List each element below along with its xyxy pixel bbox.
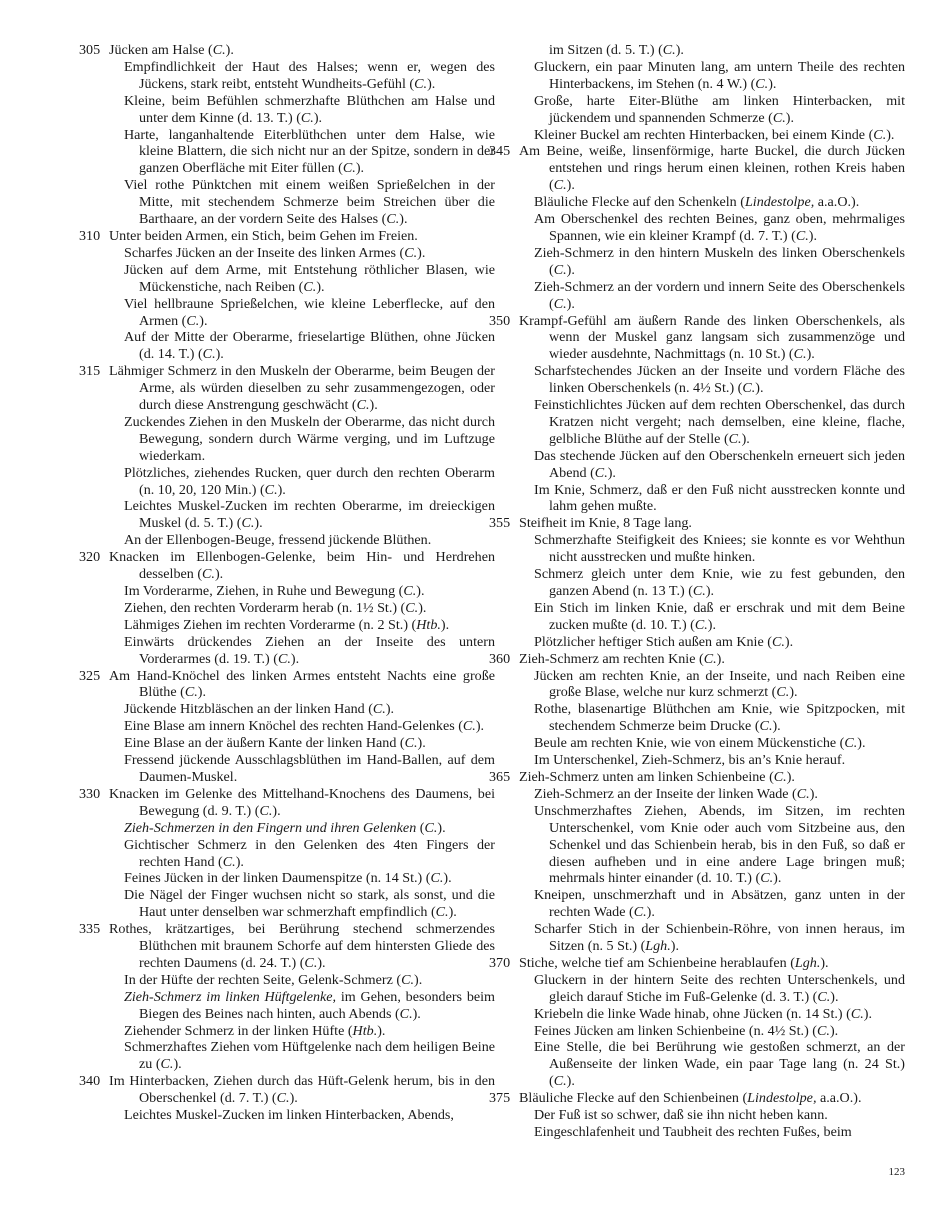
entry-text: C. — [277, 650, 291, 667]
symptom-entry — [109, 735, 495, 752]
entry-text: C. — [795, 227, 809, 244]
symptom-entry — [519, 127, 905, 144]
entry-text: ). — [566, 261, 575, 278]
entry-text: C. — [424, 819, 438, 836]
symptom-entry — [519, 600, 905, 634]
entry-text: Rothe, blasenartige Blüthchen am Knie, wie Spitzpocken, mit stechendem Schmerze beim Drucke ( — [534, 701, 905, 735]
entry-text: ). — [399, 211, 408, 228]
symptom-entry — [109, 296, 495, 330]
entry-text: Ziehen, den rechten Vorderarm herab (n. 1½ St.) ( — [124, 599, 406, 616]
entry-text: Scharfstechendes Jücken an der Inseite und vordern Fläche des linken Oberschenkels (n. 4½ St.) ( — [534, 363, 905, 397]
entry-text: Krampf-Gefühl am äußern Rande des linken Oberschenkels, als wenn der Muskel ganz langsam sich zusammenzöge und wieder ausdehnte, Nachmittags (n. 10 St.) ( — [519, 312, 905, 363]
entry-text: Am Hand-Knöchel des linken Armes entsteht Nachts eine große Blüthe ( — [109, 667, 495, 701]
entry-text: Bläuliche Flecke auf den Schienbeinen ( — [519, 1090, 748, 1107]
symptom-entry — [519, 752, 905, 769]
entry-text: Steifheit im Knie, 8 Tage lang. — [519, 515, 692, 532]
entry-text: ). — [768, 75, 777, 92]
symptom-entry — [109, 870, 495, 887]
symptom-entry: 350Krampf-Gefühl am äußern Rande des linken Oberschenkels, als wenn der Muskel ganz langsam sich zusammenzöge und wieder ausdehnte, Nachmittags (n. 10 St.) (C.). — [489, 312, 905, 363]
symptom-entry — [519, 59, 905, 93]
entry-text: C. — [760, 870, 774, 887]
entry-text: a.a.O.). — [816, 1090, 862, 1107]
entry-text: ). — [369, 397, 378, 414]
entry-text: Feinstichlichtes Jücken auf dem rechten Oberschenkel, das durch Kratzen nicht vergeht; nach demselben, eine kleine, flache, gelbliche Blüthe auf der Stelle ( — [534, 397, 905, 447]
entry-text: Zieh-Schmerz an der vordern und innern Seite des Oberschenkels ( — [534, 278, 905, 312]
entry-text: ). — [418, 599, 427, 616]
right-column — [489, 42, 905, 1141]
entry-text: ). — [773, 870, 782, 887]
entry-text: Beule am rechten Knie, wie von einem Mückenstiche ( — [534, 735, 845, 752]
entry-text: C. — [755, 75, 769, 92]
entry-text: Eine Blase am innern Knöchel des rechten Hand-Gelenkes ( — [124, 718, 463, 735]
entry-text: Viel hellbraune Sprießelchen, wie kleine Leberflecke, auf den Armen ( — [124, 295, 495, 329]
entry-text: Im Hinterbacken, Ziehen durch das Hüft-Gelenk herum, bis in den Oberschenkel (d. 7. T.) ( — [109, 1073, 495, 1107]
entry-text: ). — [675, 42, 684, 58]
entry-text: ). — [199, 312, 208, 329]
entry-text: C. — [692, 583, 706, 599]
entry-text: C. — [276, 1090, 290, 1107]
entry-text: C. — [796, 785, 810, 802]
entry-text: Leichtes Muskel-Zucken im linken Hinterbacken, Abends, — [124, 1107, 454, 1124]
entry-text: C. — [202, 346, 216, 363]
entry-text: C. — [241, 515, 255, 532]
symptom-entry — [109, 1023, 495, 1040]
entry-text: Zieh-Schmerz an der Inseite der linken Wade ( — [534, 785, 797, 802]
entry-text: C. — [703, 650, 717, 667]
entry-text: Htb. — [352, 1022, 378, 1039]
symptom-entry — [109, 245, 495, 262]
entry-text: Im Knie, Schmerz, daß er den Fuß nicht ausstrecken konnte und lahm gehen mußte. — [534, 481, 905, 515]
entry-text: C. — [435, 904, 449, 921]
entry-text: ). — [385, 701, 395, 718]
symptom-entry — [519, 448, 905, 482]
entry-text: ). — [214, 566, 224, 583]
symptom-entry — [519, 1107, 905, 1124]
entry-text: Fressend jückende Ausschlagsblüthen im Hand-Ballen, auf dem Daumen-Muskel. — [124, 752, 495, 785]
entry-text: ). — [437, 819, 446, 836]
entry-text: ( — [416, 819, 425, 836]
entry-text: Der Fuß ist so schwer, daß sie ihn nicht heben kann. — [534, 1107, 828, 1124]
symptom-entry — [109, 820, 495, 837]
entry-text: ). — [886, 126, 895, 143]
symptom-entry — [109, 498, 495, 532]
symptom-entry — [519, 786, 905, 803]
entry-text: ). — [789, 684, 798, 701]
symptom-entry: 365Zieh-Schmerz unten am linken Schienbeine (C.). — [489, 768, 795, 785]
entry-text: ). — [277, 481, 286, 498]
entry-text: C. — [212, 42, 226, 58]
entry-text: ). — [417, 244, 426, 261]
entry-text: Jückende Hitzbläschen an der linken Hand ( — [124, 701, 373, 718]
symptom-entry — [109, 701, 495, 718]
entry-text: C. — [186, 312, 200, 329]
symptom-entry — [519, 803, 905, 888]
entry-text: C. — [694, 616, 708, 633]
entry-text: ). — [646, 904, 655, 921]
entry-text: ). — [313, 109, 323, 126]
symptom-entry — [519, 735, 905, 752]
entry-text: a.a.O.). — [814, 194, 860, 211]
entry-text: ). — [829, 1022, 839, 1039]
entry-text: ). — [830, 988, 839, 1005]
entry-text: ). — [225, 42, 234, 58]
symptom-entry — [519, 701, 905, 735]
entry-text: Lindestolpe, — [747, 1090, 817, 1107]
symptom-entry — [109, 1107, 495, 1124]
entry-text: C. — [462, 718, 476, 735]
entry-text: Plötzliches, ziehendes Rucken, quer durch den rechten Oberarm (n. 10, 20, 120 Min.) ( — [124, 464, 495, 498]
left-column — [79, 42, 495, 1124]
entry-text: ). — [857, 735, 866, 752]
entry-text: C. — [553, 261, 567, 278]
entry-text: Am Beine, weiße, linsenförmige, harte Buckel, die durch Jücken entstehen und rings herum einen kleinen, rothen Kreis haben ( — [519, 143, 905, 194]
entry-text: C. — [356, 397, 370, 414]
entry-text: C. — [414, 75, 428, 92]
entry-text: Jücken am rechten Knie, an der Inseite, und nach Reiben eine große Blase, welche nur kurz schmerzt ( — [534, 667, 905, 701]
entry-text: Knacken im Gelenke des Mittelhand-Knochens des Daumens, bei Bewegung (d. 9. T.) ( — [109, 785, 495, 819]
symptom-entry — [519, 397, 905, 448]
symptom-entry — [519, 279, 905, 313]
symptom-entry: 355Steifheit im Knie, 8 Tage lang. — [489, 515, 692, 532]
entry-text: Unter beiden Armen, ein Stich, beim Gehen im Freien. — [109, 227, 418, 244]
entry-text: C. — [773, 768, 787, 785]
entry-text: Knacken im Ellenbogen-Gelenke, beim Hin- und Herdrehen desselben ( — [109, 549, 495, 583]
symptom-entry — [109, 972, 495, 989]
symptom-entry: 305Jücken am Halse (C.). — [79, 42, 234, 58]
entry-text: Empfindlichkeit der Haut des Halses; wenn er, wegen des Jückens, stark reibt, entsteht Wundheits-Gefühl ( — [124, 58, 495, 92]
entry-text: C. — [776, 684, 790, 701]
entry-text: Viel rothe Pünktchen mit einem weißen Sprießelchen in der Mitte, mit stechendem Schmerze beim Streichen über die Barthaare, an der vordern Seite des Halses ( — [124, 177, 495, 228]
entry-text: ). — [786, 768, 795, 785]
symptom-entry — [109, 617, 495, 634]
entry-text: ). — [215, 346, 224, 363]
symptom-entry — [109, 837, 495, 871]
symptom-entry: 360Zieh-Schmerz am rechten Knie (C.). — [489, 650, 725, 667]
symptom-entry — [519, 972, 905, 1006]
entry-text: ). — [755, 380, 764, 397]
symptom-entry — [519, 93, 905, 127]
entry-text: Feines Jücken in der linken Daumenspitze (n. 14 St.) ( — [124, 870, 431, 887]
symptom-entry — [519, 1006, 905, 1023]
entry-text: ). — [670, 938, 679, 955]
symptom-entry: 335Rothes, krätzartiges, bei Berührung stechend schmerzendes Blüthchen mit braunem Schorfe auf dem hintersten Gliede des rechten Daumens (d. 24. T.) (C.). — [79, 921, 495, 971]
entry-text: ). — [566, 295, 575, 312]
entry-text: Lindestolpe, — [744, 194, 815, 211]
entry-text: ). — [707, 616, 717, 633]
entry-text: Scharfes Jücken an der Inseite des linken Armes ( — [124, 244, 405, 261]
entry-text: Auf der Mitte der Oberarme, frieselartige Blüthen, ohne Jücken (d. 14. T.) ( — [124, 329, 495, 363]
entry-text: ). — [290, 650, 300, 667]
entry-text: C. — [817, 1022, 830, 1039]
entry-text: C. — [202, 566, 215, 583]
symptom-entry — [109, 718, 495, 735]
entry-text: Harte, langanhaltende Eiterblüthchen unter dem Halse, wie kleine Blattern, die sich nicht nur an der Spitze, sondern in der ganzen Oberfläche mit Eiter füllen ( — [124, 126, 495, 177]
entry-text: ). — [705, 583, 715, 599]
entry-text: im Gehen, besonders beim Biegen des Beines nach hinten, auch Abends ( — [139, 988, 495, 1022]
symptom-entry: 340Im Hinterbacken, Ziehen durch das Hüft-Gelenk herum, bis in den Oberschenkel (d. 7. T.) (C.). — [79, 1073, 495, 1107]
entry-text: C. — [399, 1005, 413, 1022]
entry-text: C. — [430, 870, 444, 887]
entry-text: Feines Jücken am linken Schienbeine (n. 4½ St.) ( — [534, 1022, 817, 1039]
entry-text: Scharfer Stich in der Schienbein-Röhre, von innen heraus, im Sitzen (n. 5 St.) ( — [534, 921, 905, 955]
entry-text: Zieh-Schmerz unten am linken Schienbeine ( — [519, 768, 774, 785]
entry-text: Bläuliche Flecke auf den Schenkeln ( — [534, 194, 745, 211]
symptom-entry — [109, 329, 495, 363]
entry-text: ). — [427, 75, 436, 92]
symptom-entry: 315Lähmiger Schmerz in den Muskeln der Oberarme, beim Beugen der Arme, als würden dieselben zu sehr zusammengezogen, oder durch diese Anstrengung geschwächt (C.). — [79, 363, 495, 414]
entry-text: C. — [844, 735, 858, 752]
entry-text: Schmerz gleich unter dem Knie, wie zu fest gebunden, den ganzen Abend (n. 13 T.) ( — [534, 566, 905, 599]
entry-text: C. — [405, 599, 419, 616]
entry-text: ). — [806, 346, 815, 363]
entry-text: ). — [785, 109, 795, 126]
entry-text: C. — [771, 633, 785, 650]
symptom-entry — [519, 887, 905, 921]
entry-text: Gichtischer Schmerz in den Gelenken des 4ten Fingers der rechten Hand ( — [124, 836, 495, 870]
entry-text: ). — [448, 904, 457, 921]
entry-text: Htb. — [416, 616, 441, 633]
entry-text: Jücken am Halse ( — [109, 42, 213, 58]
entry-text: ). — [566, 177, 575, 194]
symptom-entry — [519, 1124, 905, 1141]
entry-text: Zieh-Schmerzen in den Fingern und ihren Gelenken — [124, 819, 417, 836]
entry-text: C. — [793, 346, 807, 363]
entry-text: ). — [475, 718, 485, 735]
symptom-entry — [109, 989, 495, 1023]
entry-text: C. — [403, 583, 417, 599]
entry-text: C. — [300, 109, 314, 126]
entry-text: C. — [404, 244, 418, 261]
entry-text: C. — [728, 430, 742, 447]
entry-text: ). — [316, 278, 325, 295]
symptom-entry — [519, 1039, 905, 1090]
symptom-entry — [109, 752, 495, 786]
symptom-entry — [109, 414, 495, 465]
entry-text: Lgh. — [645, 938, 671, 955]
entry-text: ). — [863, 1005, 872, 1022]
entry-text: C. — [742, 380, 756, 397]
entry-text: C. — [553, 1073, 567, 1090]
symptom-entry — [109, 262, 495, 296]
entry-text: ). — [173, 1056, 182, 1073]
entry-text: Zieh-Schmerz in den hintern Muskeln des linken Oberschenkels ( — [534, 244, 905, 278]
symptom-entry — [109, 583, 495, 600]
symptom-entry — [519, 482, 905, 516]
symptom-entry — [519, 634, 905, 651]
symptom-entry — [519, 566, 905, 600]
entry-text: ). — [414, 971, 423, 988]
entry-text: Eingeschlafenheit und Taubheit des rechten Fußes, beim — [534, 1124, 852, 1140]
symptom-entry — [519, 668, 905, 702]
symptom-entry — [519, 194, 905, 211]
entry-text: C. — [404, 735, 418, 752]
entry-text: C. — [184, 684, 198, 701]
entry-text: C. — [759, 718, 773, 735]
entry-text: C. — [342, 160, 356, 177]
symptom-entry: 370Stiche, welche tief am Schienbeine herablaufen (Lgh.). — [489, 954, 829, 971]
entry-text: ). — [197, 684, 206, 701]
symptom-entry: 325Am Hand-Knöchel des linken Armes entsteht Nachts eine große Blüthe (C.). — [79, 667, 495, 701]
entry-text: C. — [303, 278, 317, 295]
entry-text: Stiche, welche tief am Schienbeine herablaufen ( — [519, 954, 795, 971]
entry-text: ). — [784, 633, 794, 650]
entry-text: C. — [873, 126, 887, 143]
entry-text: C. — [662, 42, 676, 58]
entry-text: ). — [440, 616, 450, 633]
entry-text: In der Hüfte der rechten Seite, Gelenk-Schmerz ( — [124, 971, 402, 988]
symptom-entry — [109, 93, 495, 127]
entry-text: Schmerzhafte Steifigkeit des Kniees; sie konnte es vor Wehthun nicht ausstrecken und mußte hinken. — [534, 532, 905, 566]
symptom-entry — [109, 465, 495, 499]
entry-text: Die Nägel der Finger wuchsen nicht so stark, als sonst, und die Haut unter denselben war schmerzhaft empfindlich ( — [124, 887, 495, 921]
entry-text: C. — [594, 464, 608, 481]
symptom-entry — [109, 887, 495, 921]
symptom-entry — [109, 1039, 495, 1073]
entry-text: Zuckendes Ziehen in den Muskeln der Oberarme, das nicht durch Bewegung, sondern durch Wärme verging, und im Luftzuge wiederkam. — [124, 413, 495, 464]
symptom-entry — [109, 59, 495, 93]
entry-text: C. — [372, 701, 386, 718]
entry-text: Zieh-Schmerz im linken Hüftgelenke, — [124, 988, 337, 1005]
symptom-entry: 310Unter beiden Armen, ein Stich, beim Gehen im Freien. — [79, 227, 418, 244]
entry-text: C. — [304, 954, 318, 971]
entry-text: ). — [377, 1022, 386, 1039]
page-number: 123 — [888, 1166, 905, 1178]
entry-text: Lähmiges Ziehen im rechten Vorderarme (n. 2 St.) ( — [124, 616, 417, 633]
symptom-entry: 330Knacken im Gelenke des Mittelhand-Knochens des Daumens, bei Bewegung (d. 9. T.) (C.). — [79, 785, 495, 819]
entry-text: Gluckern in der hintern Seite des rechten Unterschenkels, und gleich darauf Stiche im Fuß-Gelenke (d. 3. T.) ( — [534, 971, 905, 1005]
symptom-entry — [519, 1023, 905, 1040]
entry-text: Gluckern, ein paar Minuten lang, am untern Theile des rechten Hinterbackens, im Stehen (n. 4 W.) ( — [534, 58, 905, 92]
entry-text: C. — [264, 481, 278, 498]
entry-text: C. — [850, 1005, 864, 1022]
entry-text: ). — [772, 718, 781, 735]
entry-text: ). — [716, 650, 725, 667]
entry-text: Einwärts drückendes Ziehen an der Inseite des untern Vorderarmes (d. 19. T.) ( — [124, 633, 495, 667]
entry-text: C. — [222, 853, 236, 870]
entry-text: ). — [416, 583, 425, 599]
entry-text: ). — [355, 160, 365, 177]
entry-text: ). — [272, 802, 281, 819]
entry-text: C. — [817, 988, 831, 1005]
entry-text: Eine Stelle, die bei Berührung wie gestoßen schmerzt, an der Außenseite der linken Wade, ein paar Tage lang (n. 24 St.) ( — [534, 1039, 905, 1090]
entry-text: ). — [235, 853, 244, 870]
entry-text: Ein Stich im linken Knie, daß er erschrak und mit dem Beine zucken mußte (d. 10. T.) ( — [534, 599, 905, 633]
symptom-entry — [519, 363, 905, 397]
entry-text: Unschmerzhaftes Ziehen, Abends, im Sitzen, im rechten Unterschenkel, vom Knie oder auch vom Sitzbeine aus, den Schenkel und das Schienbein herab, bis in den Fuß, so daß er diesen aufheben und in eine andere Lage bringen muß; mehrmals hinter einander (d. 10. T.) ( — [534, 802, 905, 887]
entry-text: Kleine, beim Befühlen schmerzhafte Blüthchen am Halse und unter dem Kinne (d. 13. T.) ( — [124, 92, 495, 126]
entry-text: An der Ellenbogen-Beuge, fressend jückende Blüthen. — [124, 532, 432, 549]
entry-text: Lgh. — [794, 954, 821, 971]
entry-text: Leichtes Muskel-Zucken im rechten Oberarme, im dreieckigen Muskel (d. 5. T.) ( — [124, 498, 495, 532]
symptom-entry — [109, 634, 495, 668]
entry-text: Kriebeln die linke Wade hinab, ohne Jücken (n. 14 St.) ( — [534, 1005, 851, 1022]
entry-text: Im Vorderarme, Ziehen, in Ruhe und Bewegung ( — [124, 583, 404, 599]
entry-text: Kneipen, unschmerzhaft und in Absätzen, ganz unten in der rechten Wade ( — [534, 887, 905, 921]
entry-text: C. — [772, 109, 786, 126]
entry-text: Schmerzhaftes Ziehen vom Hüftgelenke nach dem heiligen Beine zu ( — [124, 1039, 495, 1073]
entry-text: C. — [259, 802, 273, 819]
symptom-entry — [519, 211, 905, 245]
entry-text: C. — [553, 295, 567, 312]
symptom-entry: 375Bläuliche Flecke auf den Schienbeinen (Lindestolpe, a.a.O.). — [489, 1090, 862, 1107]
entry-text: Große, harte Eiter-Blüthe am linken Hinterbacken, mit jückendem und spannenden Schmerze ( — [534, 92, 905, 126]
entry-text: Ziehender Schmerz in der linken Hüfte ( — [124, 1022, 353, 1039]
symptom-entry: 320Knacken im Ellenbogen-Gelenke, beim Hin- und Herdrehen desselben (C.). — [79, 549, 495, 583]
symptom-entry — [519, 42, 905, 59]
entry-text: Zieh-Schmerz am rechten Knie ( — [519, 650, 704, 667]
symptom-entry — [109, 600, 495, 617]
entry-text: ). — [412, 1005, 421, 1022]
symptom-entry: 345Am Beine, weiße, linsenförmige, harte Buckel, die durch Jücken entstehen und rings herum einen kleinen, rothen Kreis haben (C.). — [489, 143, 905, 194]
entry-text: ). — [254, 515, 263, 532]
symptom-entry — [109, 127, 495, 178]
entry-text: ). — [607, 464, 616, 481]
entry-text: Rothes, krätzartiges, bei Berührung stechend schmerzendes Blüthchen mit braunem Schorfe auf dem hintersten Gliede des rechten Daumens (d. 24. T.) ( — [109, 921, 495, 971]
entry-text: Jücken auf dem Arme, mit Entstehung röthlicher Blasen, wie Mückenstiche, nach Reiben ( — [124, 261, 495, 295]
entry-text: C. — [553, 177, 567, 194]
entry-text: Am Oberschenkel des rechten Beines, ganz oben, mehrmaliges Spannen, wie ein kleiner Krampf (d. 7. T.) ( — [534, 211, 905, 244]
symptom-entry — [519, 532, 905, 566]
entry-text: ). — [566, 1073, 575, 1090]
entry-text: ). — [417, 735, 426, 752]
entry-text: ). — [820, 954, 829, 971]
entry-text: Das stechende Jücken auf den Oberschenkeln erneuert sich jeden Abend ( — [534, 447, 905, 481]
entry-text: ). — [741, 430, 750, 447]
entry-text: C. — [160, 1056, 174, 1073]
entry-text: im Sitzen (d. 5. T.) ( — [549, 42, 663, 58]
symptom-entry — [519, 245, 905, 279]
entry-text: Eine Blase an der äußern Kante der linken Hand ( — [124, 735, 405, 752]
entry-text: C. — [386, 211, 400, 228]
entry-text: ). — [317, 954, 326, 971]
symptom-entry — [109, 177, 495, 228]
entry-text: ). — [289, 1090, 298, 1107]
entry-text: Kleiner Buckel am rechten Hinterbacken, bei einem Kinde ( — [534, 126, 874, 143]
entry-text: ). — [443, 870, 452, 887]
entry-text: C. — [633, 904, 647, 921]
entry-text: ). — [808, 227, 817, 244]
entry-text: C. — [401, 971, 414, 988]
entry-text: Lähmiger Schmerz in den Muskeln der Oberarme, beim Beugen der Arme, als würden dieselben zu sehr zusammengezogen, oder durch diese Anstrengung geschwächt ( — [109, 363, 495, 414]
entry-text: Plötzlicher heftiger Stich außen am Knie ( — [534, 633, 772, 650]
symptom-entry — [519, 921, 905, 955]
entry-text: Im Unterschenkel, Zieh-Schmerz, bis an’s Knie herauf. — [534, 752, 846, 769]
entry-text: ). — [809, 785, 818, 802]
symptom-entry — [109, 532, 495, 549]
